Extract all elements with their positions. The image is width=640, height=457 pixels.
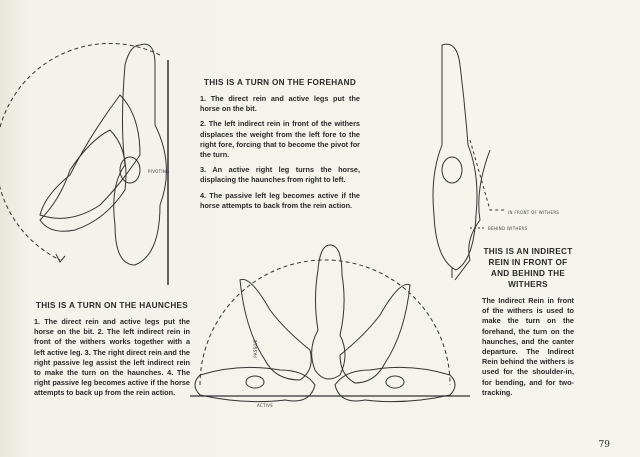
passive-label: PASSIVE: [252, 339, 258, 358]
pivoting-label: PIVOTING: [148, 169, 170, 174]
forehand-points: [200, 94, 360, 211]
page-number: 79: [598, 440, 610, 450]
in-front-of-withers-label: IN FRONT OF WITHERS: [508, 210, 560, 215]
haunches-turn-illustration: [190, 245, 470, 402]
forehand-turn-illustration: [0, 43, 168, 285]
forehand-section: [200, 77, 360, 216]
haunches-title: THIS IS A TURN ON THE HAUNCHES: [35, 301, 189, 310]
indirect-rein-illustration: [433, 44, 505, 280]
indirect-rein-section: [482, 246, 574, 398]
active-label: ACTIVE: [257, 403, 274, 408]
forehand-point-4: 4. The passive left leg becomes active if the horse attempts to back from the rein action.: [200, 190, 360, 210]
forehand-point-1: 1. The direct rein and active legs put the horse on the bit.: [200, 94, 360, 114]
indirect-rein-text: The Indirect Rein in front of the withers is used to make the turn on the forehand, the turn on the haunches, and the canter departure. The Indirect Rein behind the withers is used for the shoulder-in, for bending, and for two-tracking.: [482, 296, 574, 397]
haunches-text: 1. The direct rein and active legs put the horse on the bit. 2. The left indirect rein in front of the withers works together with a left active leg. 3. The right direct rein and the right passive leg assist the left indirect rein to make the turn on the haunches. 4. The right passive leg becomes active if the horse attempts to back up from the rein action.: [34, 317, 190, 398]
forehand-point-2: 2. The left indirect rein in front of the withers displaces the weight from the left fore to the right fore, forcing that to become the pivot for the turn.: [200, 119, 360, 160]
haunches-section: [34, 300, 190, 399]
indirect-rein-title: THIS IS AN INDIRECT REIN IN FRONT OF AND BEHIND THE WITHERS: [483, 247, 573, 289]
forehand-title: THIS IS A TURN ON THE FOREHAND: [203, 78, 357, 87]
forehand-point-3: 3. An active right leg turns the horse, displacing the haunches from right to left.: [200, 165, 360, 185]
behind-withers-label: BEHIND WITHERS: [488, 226, 528, 231]
